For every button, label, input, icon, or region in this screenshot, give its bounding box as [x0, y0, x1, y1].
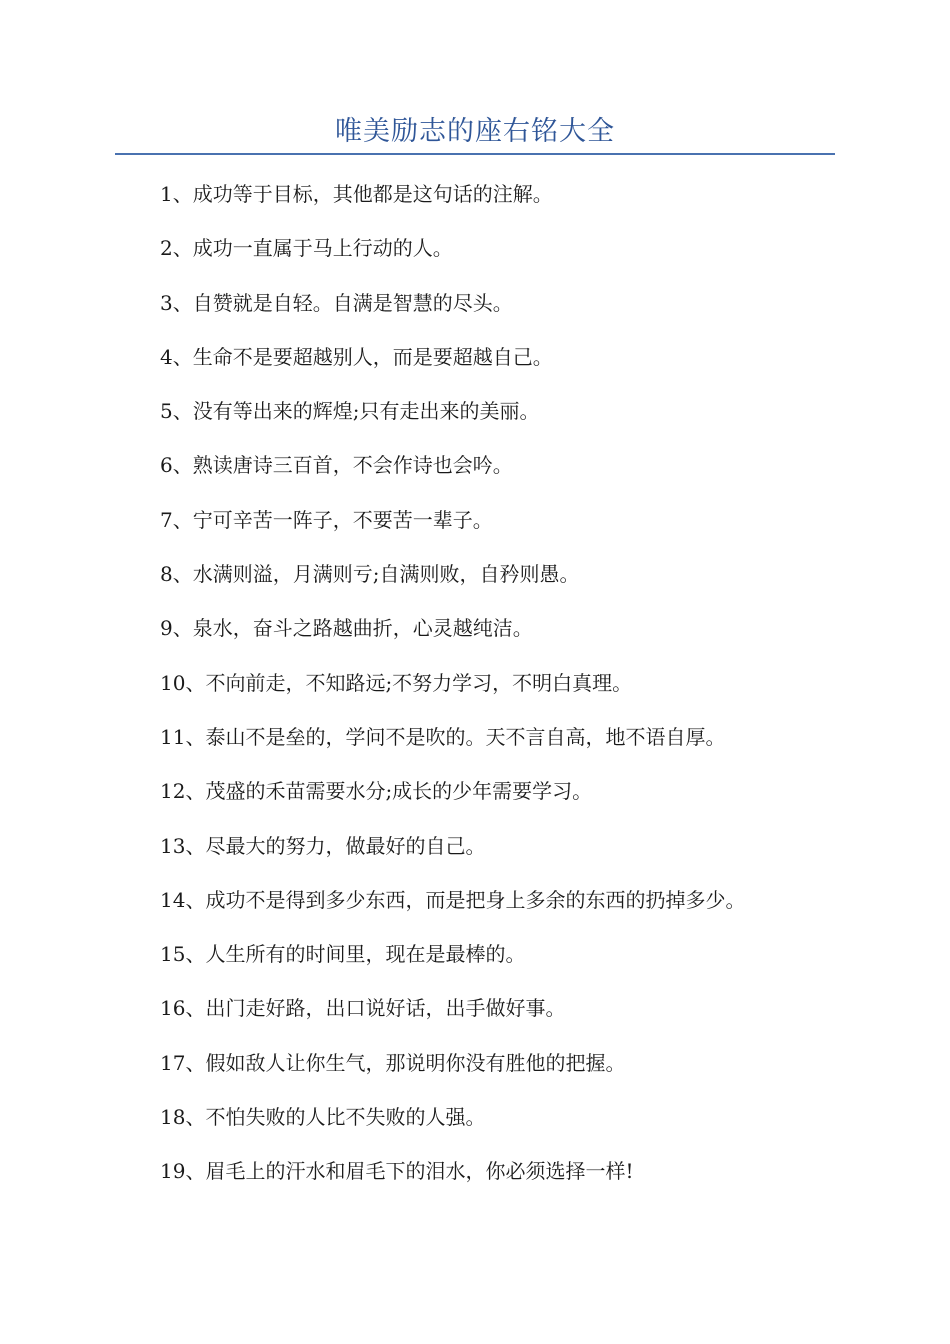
list-item: 6、熟读唐诗三百首，不会作诗也会吟。 [160, 453, 513, 478]
list-item: 19、眉毛上的汗水和眉毛下的泪水，你必须选择一样! [160, 1159, 634, 1184]
list-item: 12、茂盛的禾苗需要水分;成长的少年需要学习。 [160, 779, 593, 804]
motto-list [160, 178, 840, 1210]
list-item: 5、没有等出来的辉煌;只有走出来的美丽。 [160, 399, 540, 424]
list-item: 13、尽最大的努力，做最好的自己。 [160, 833, 486, 858]
list-item: 11、泰山不是垒的，学问不是吹的。天不言自高，地不语自厚。 [160, 724, 726, 749]
list-item: 17、假如敌人让你生气，那说明你没有胜他的把握。 [160, 1050, 626, 1075]
title-underline [115, 153, 835, 155]
list-item: 1、成功等于目标，其他都是这句话的注解。 [160, 182, 553, 206]
list-item: 18、不怕失败的人比不失败的人强。 [160, 1105, 486, 1130]
list-item: 3、自赞就是自轻。自满是智慧的尽头。 [160, 290, 513, 315]
list-item: 7、宁可辛苦一阵子，不要苦一辈子。 [160, 507, 493, 532]
list-item: 15、人生所有的时间里，现在是最棒的。 [160, 942, 526, 967]
document-title: 唯美励志的座右铭大全 [335, 116, 615, 147]
list-item: 10、不向前走，不知路远;不努力学习，不明白真理。 [160, 670, 633, 695]
list-item: 9、泉水，奋斗之路越曲折，心灵越纯洁。 [160, 616, 533, 641]
list-item: 4、生命不是要超越别人，而是要超越自己。 [160, 344, 553, 369]
list-item: 14、成功不是得到多少东西，而是把身上多余的东西的扔掉多少。 [160, 887, 746, 912]
list-item: 2、成功一直属于马上行动的人。 [160, 236, 453, 261]
list-item: 16、出门走好路，出口说好话，出手做好事。 [160, 996, 566, 1021]
list-item: 8、水满则溢，月满则亏;自满则败，自矜则愚。 [160, 562, 580, 587]
